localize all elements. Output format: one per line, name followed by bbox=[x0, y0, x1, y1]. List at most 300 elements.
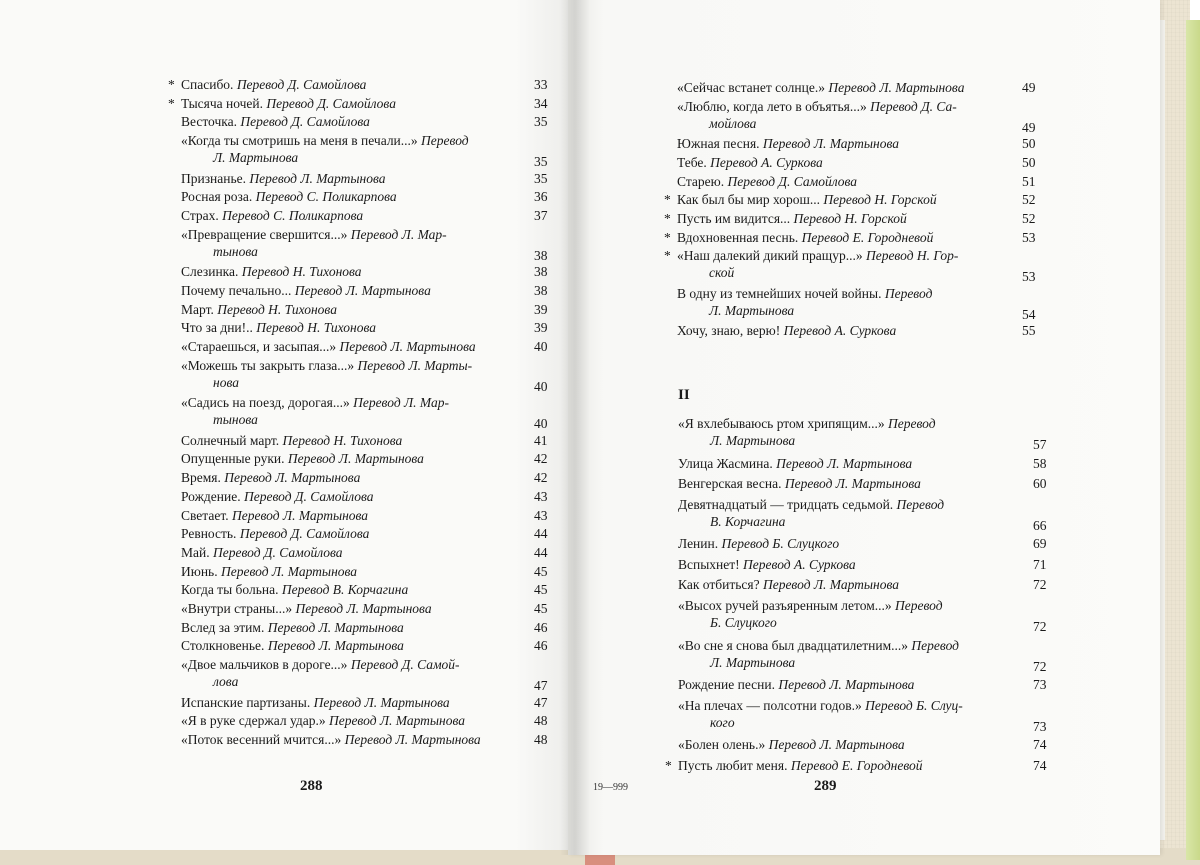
toc-entry bbox=[678, 676, 1047, 693]
entry-translator: Перевод bbox=[421, 133, 469, 149]
entry-translator: Перевод Л. Мартынова bbox=[267, 619, 404, 635]
entry-title: Весточка. bbox=[181, 114, 237, 130]
entry-title: Столкновенье. bbox=[181, 638, 265, 654]
toc-entry bbox=[665, 757, 1047, 774]
entry-title: Хочу, знаю, верю! bbox=[677, 323, 781, 339]
entry-line bbox=[677, 99, 957, 114]
entry-line bbox=[181, 114, 370, 129]
entry-title: Рождение песни. bbox=[678, 677, 775, 692]
entry-translator: Перевод Л. Мартынова bbox=[328, 713, 466, 729]
entry-line bbox=[181, 695, 450, 710]
toc-entry bbox=[181, 731, 548, 748]
entry-page-number: 73 bbox=[1033, 677, 1047, 692]
entry-page-number: 38 bbox=[534, 264, 548, 280]
left-page bbox=[0, 0, 585, 850]
entry-line bbox=[677, 174, 857, 189]
entry-page-number: 71 bbox=[1033, 556, 1047, 572]
entry-translator: Перевод Д. Самойлова bbox=[212, 544, 343, 560]
entry-page-number: 40 bbox=[534, 416, 548, 432]
printer-signature: 19—999 bbox=[593, 782, 628, 793]
toc-entry bbox=[181, 581, 548, 598]
entry-line bbox=[678, 577, 899, 592]
entry-title: «Я вхлебываюсь ртом хрипящим...» bbox=[678, 416, 885, 431]
toc-entry bbox=[678, 736, 1047, 753]
entry-line bbox=[181, 620, 404, 635]
entry-line bbox=[678, 476, 921, 491]
toc-entry bbox=[181, 656, 548, 694]
entry-page-number: 42 bbox=[534, 451, 548, 467]
entry-page-number: 57 bbox=[1033, 437, 1047, 452]
entry-translator: Перевод Д. Самойлова bbox=[727, 173, 858, 189]
entry-title: Вспыхнет! bbox=[678, 556, 740, 572]
entry-page-number: 72 bbox=[1033, 577, 1047, 593]
entry-translator: Перевод Л. Мартынова bbox=[231, 507, 369, 523]
entry-translator: Перевод Н. Тихонова bbox=[282, 432, 403, 448]
entry-translator-continued: Л. Мартынова bbox=[710, 654, 796, 670]
asterisk-marker: * bbox=[168, 95, 175, 111]
entry-line bbox=[677, 248, 958, 263]
entry-page-number: 54 bbox=[1022, 306, 1036, 322]
entry-line bbox=[181, 526, 369, 541]
entry-title: «Я в руке сдержал удар.» bbox=[181, 713, 326, 729]
entry-page-number: 49 bbox=[1022, 80, 1036, 95]
entry-page-number: 48 bbox=[534, 732, 548, 747]
toc-entry bbox=[677, 135, 1037, 152]
entry-line bbox=[677, 136, 899, 151]
entry-page-number: 45 bbox=[534, 601, 548, 616]
entry-title: Вдохновенная песнь. bbox=[677, 229, 799, 245]
entry-translator: Перевод Л. Мартынова bbox=[224, 470, 361, 486]
toc-entry bbox=[181, 432, 548, 449]
entry-page-number: 50 bbox=[1022, 136, 1036, 152]
entry-page-number: 34 bbox=[534, 95, 548, 111]
entry-title: Испанские партизаны. bbox=[181, 694, 311, 710]
asterisk-marker: * bbox=[664, 229, 671, 245]
entry-line bbox=[678, 677, 914, 692]
toc-entry bbox=[181, 263, 548, 280]
entry-translator: Перевод Б. Слуц- bbox=[865, 697, 963, 713]
entry-title: Солнечный март. bbox=[181, 432, 280, 448]
entry-page-number: 52 bbox=[1022, 211, 1036, 226]
entry-title: «Поток весенний мчится...» bbox=[181, 732, 342, 747]
toc-entry bbox=[678, 475, 1047, 492]
entry-page-number: 72 bbox=[1033, 619, 1047, 634]
entry-translator: Перевод А. Суркова bbox=[783, 323, 897, 339]
entry-translator: Перевод Н. Горской bbox=[823, 192, 937, 208]
entry-page-number: 38 bbox=[534, 282, 548, 298]
entry-translator: Перевод Л. Мар- bbox=[353, 395, 449, 411]
entry-page-number: 40 bbox=[534, 378, 548, 394]
entry-title: Слезинка. bbox=[181, 264, 239, 280]
entry-translator: Перевод Л. Мар- bbox=[350, 226, 447, 242]
entry-line bbox=[181, 339, 476, 354]
entry-translator-continued: Л. Мартынова bbox=[213, 150, 299, 166]
entry-line bbox=[677, 230, 933, 245]
entry-page-number: 36 bbox=[534, 189, 548, 205]
entry-translator-continued: лова bbox=[213, 674, 239, 690]
entry-translator: Перевод Л. Мартынова bbox=[287, 451, 424, 467]
entry-translator-continued: ской bbox=[709, 265, 735, 281]
entry-translator: Перевод Н. Тихонова bbox=[256, 320, 377, 336]
entry-translator: Перевод Л. Мартынова bbox=[776, 455, 913, 471]
entry-translator: Перевод А. Суркова bbox=[710, 154, 823, 170]
entry-translator: Перевод В. Корчагина bbox=[281, 582, 409, 598]
entry-title: Спасибо. bbox=[181, 77, 234, 92]
entry-translator-continued: нова bbox=[213, 374, 239, 390]
entry-page-number: 43 bbox=[534, 488, 548, 504]
toc-entry bbox=[181, 188, 548, 205]
entry-page-number: 47 bbox=[534, 694, 548, 710]
entry-translator: Перевод С. Поликарпова bbox=[222, 208, 364, 223]
section-heading: II bbox=[678, 387, 690, 403]
toc-entry bbox=[677, 285, 1037, 322]
entry-title: «Когда ты смотришь на меня в печали...» bbox=[181, 133, 418, 149]
entry-translator: Перевод Л. Марты- bbox=[357, 357, 473, 373]
toc-entry bbox=[181, 507, 548, 524]
toc-entry bbox=[181, 319, 548, 336]
entry-page-number: 52 bbox=[1022, 192, 1036, 208]
entry-title: «Высох ручей разъяренным летом...» bbox=[678, 598, 892, 613]
toc-entry bbox=[678, 455, 1047, 472]
entry-title: «Садись на поезд, дорогая...» bbox=[181, 395, 350, 411]
entry-line bbox=[181, 320, 376, 335]
entry-line bbox=[181, 657, 460, 672]
asterisk-marker: * bbox=[664, 248, 671, 264]
toc-entry bbox=[181, 563, 548, 580]
entry-title: Девятнадцатый — тридцать седьмой. bbox=[678, 496, 894, 512]
toc-entry bbox=[678, 597, 1047, 634]
toc-entry bbox=[677, 173, 1037, 190]
entry-translator: Перевод Д. Са- bbox=[870, 98, 957, 114]
asterisk-marker: * bbox=[664, 211, 671, 226]
entry-title: Май. bbox=[181, 544, 210, 560]
toc-entry bbox=[678, 637, 1047, 674]
entry-page-number: 33 bbox=[534, 77, 548, 92]
entry-translator: Перевод Л. Мартынова bbox=[344, 732, 481, 747]
toc-entry bbox=[678, 697, 1047, 734]
entry-title: Когда ты больна. bbox=[181, 582, 279, 598]
toc-entry bbox=[181, 619, 548, 636]
toc-entry bbox=[181, 113, 548, 130]
entry-title: Рождение. bbox=[181, 488, 241, 504]
entry-line bbox=[677, 80, 964, 95]
entry-line bbox=[678, 497, 944, 512]
toc-entry bbox=[181, 712, 548, 729]
entry-page-number: 49 bbox=[1022, 119, 1036, 135]
entry-translator-continued: тынова bbox=[213, 243, 258, 259]
entry-title: Пусть любит меня. bbox=[678, 757, 788, 773]
entry-translator: Перевод Л. Мартынова bbox=[313, 694, 450, 710]
entry-line bbox=[181, 227, 447, 242]
entry-line bbox=[678, 456, 912, 471]
toc-entry bbox=[664, 229, 1037, 246]
entry-line bbox=[181, 638, 404, 653]
toc-entry bbox=[181, 170, 548, 187]
asterisk-marker: * bbox=[664, 192, 671, 208]
toc-entry bbox=[678, 415, 1047, 452]
entry-translator: Перевод Л. Мартынова bbox=[762, 136, 899, 152]
entry-line bbox=[677, 286, 932, 301]
asterisk-marker: * bbox=[168, 77, 175, 92]
entry-page-number: 46 bbox=[534, 619, 548, 635]
entry-line bbox=[181, 601, 432, 616]
entry-translator-continued: Л. Мартынова bbox=[710, 433, 796, 448]
right-page bbox=[568, 0, 1160, 855]
entry-translator: Перевод Д. Самой- bbox=[350, 657, 460, 673]
entry-line bbox=[678, 598, 943, 613]
left-page-number: 288 bbox=[300, 778, 323, 794]
entry-page-number: 44 bbox=[534, 526, 548, 542]
entry-title: «Люблю, когда лето в объятья...» bbox=[677, 98, 867, 114]
entry-page-number: 66 bbox=[1033, 517, 1047, 533]
entry-line bbox=[181, 489, 374, 504]
entry-line bbox=[181, 208, 363, 223]
toc-entry bbox=[181, 132, 548, 170]
entry-translator: Перевод Л. Мартынова bbox=[220, 563, 358, 579]
entry-translator: Перевод Л. Мартынова bbox=[294, 282, 431, 298]
entry-translator-continued: В. Корчагина bbox=[710, 513, 786, 529]
entry-line bbox=[181, 133, 469, 148]
entry-line bbox=[181, 713, 465, 728]
entry-line bbox=[181, 358, 472, 373]
entry-page-number: 74 bbox=[1033, 757, 1047, 773]
toc-entry bbox=[168, 76, 548, 93]
entry-title: Пусть им видится... bbox=[677, 211, 791, 226]
entry-title: Светает. bbox=[181, 507, 229, 523]
toc-entry bbox=[168, 95, 548, 112]
entry-line bbox=[678, 557, 856, 572]
entry-translator: Перевод Е. Городневой bbox=[790, 757, 923, 773]
book-gutter bbox=[560, 0, 590, 855]
entry-translator: Перевод Н. Тихонова bbox=[217, 301, 337, 317]
entry-translator-continued: мойлова bbox=[709, 115, 757, 131]
entry-translator: Перевод Л. Мартынова bbox=[784, 476, 921, 492]
entry-line bbox=[181, 395, 449, 410]
toc-entry bbox=[181, 207, 548, 224]
entry-translator: Перевод Д. Самойлова bbox=[236, 77, 367, 92]
toc-entry bbox=[181, 525, 548, 542]
toc-entry bbox=[181, 469, 548, 486]
toc-entry bbox=[677, 98, 1037, 135]
entry-translator: Перевод Д. Самойлова bbox=[243, 488, 374, 504]
entry-line bbox=[181, 264, 362, 279]
entry-page-number: 53 bbox=[1022, 229, 1036, 245]
toc-entry bbox=[664, 247, 1037, 285]
entry-page-number: 50 bbox=[1022, 154, 1036, 170]
entry-title: Южная песня. bbox=[677, 136, 760, 152]
toc-entry bbox=[181, 338, 548, 355]
entry-title: Ленин. bbox=[678, 536, 719, 552]
entry-translator: Перевод Л. Мартынова bbox=[762, 577, 900, 593]
entry-page-number: 60 bbox=[1033, 476, 1047, 492]
entry-page-number: 72 bbox=[1033, 658, 1047, 674]
entry-title: «Наш далекий дикий пращур...» bbox=[677, 248, 863, 264]
entry-title: Улица Жасмина. bbox=[678, 455, 773, 471]
entry-line bbox=[181, 302, 337, 317]
entry-translator: Перевод Д. Самойлова bbox=[266, 95, 396, 111]
entry-title: Признанье. bbox=[181, 170, 247, 186]
entry-page-number: 35 bbox=[534, 114, 548, 130]
entry-title: В одну из темнейших ночей войны. bbox=[677, 285, 882, 301]
entry-page-number: 43 bbox=[534, 507, 548, 523]
toc-entry bbox=[678, 556, 1047, 573]
entry-page-number: 35 bbox=[534, 154, 548, 170]
toc-entry bbox=[678, 576, 1047, 593]
entry-page-number: 41 bbox=[534, 432, 548, 448]
entry-title: «Внутри страны...» bbox=[181, 601, 293, 616]
entry-translator: Перевод Б. Слуцкого bbox=[721, 536, 840, 552]
entry-page-number: 58 bbox=[1033, 455, 1047, 471]
entry-translator-continued: кого bbox=[710, 714, 735, 730]
entry-translator: Перевод Л. Мартынова bbox=[295, 601, 432, 616]
entry-translator: Перевод Л. Мартынова bbox=[828, 80, 965, 95]
entry-translator: Перевод bbox=[911, 637, 959, 653]
toc-entry bbox=[181, 450, 548, 467]
entry-translator: Перевод Л. Мартынова bbox=[339, 339, 476, 354]
entry-title: Ревность. bbox=[181, 526, 237, 542]
entry-line bbox=[181, 564, 357, 579]
entry-title: Вслед за этим. bbox=[181, 619, 265, 635]
entry-title: «Стараешься, и засыпая...» bbox=[181, 339, 337, 354]
entry-line bbox=[678, 638, 959, 653]
toc-entry bbox=[677, 322, 1037, 339]
toc-entry bbox=[181, 301, 548, 318]
entry-translator: Перевод bbox=[884, 285, 933, 301]
background-edge bbox=[1186, 20, 1200, 860]
entry-page-number: 74 bbox=[1033, 737, 1047, 753]
entry-title: Страх. bbox=[181, 208, 219, 223]
entry-line bbox=[181, 189, 397, 204]
entry-translator: Перевод Д. Самойлова bbox=[240, 114, 370, 130]
toc-entry bbox=[181, 488, 548, 505]
entry-translator: Перевод Л. Мартынова bbox=[249, 170, 386, 186]
entry-page-number: 38 bbox=[534, 247, 548, 263]
entry-line bbox=[181, 470, 360, 485]
entry-translator: Перевод А. Суркова bbox=[743, 556, 856, 572]
toc-entry bbox=[678, 496, 1047, 533]
entry-title: «Можешь ты закрыть глаза...» bbox=[181, 357, 355, 373]
asterisk-marker: * bbox=[665, 757, 672, 773]
entry-page-number: 40 bbox=[534, 339, 548, 354]
entry-page-number: 45 bbox=[534, 563, 548, 579]
entry-line bbox=[677, 323, 896, 338]
toc-entry bbox=[181, 694, 548, 711]
entry-page-number: 55 bbox=[1022, 323, 1036, 339]
entry-translator: Перевод Н. Горской bbox=[793, 211, 907, 226]
entry-title: «Превращение свершится...» bbox=[181, 226, 348, 242]
entry-page-number: 69 bbox=[1033, 536, 1047, 552]
entry-translator: Перевод Л. Мартынова bbox=[267, 638, 404, 654]
entry-page-number: 39 bbox=[534, 301, 548, 317]
entry-title: Время. bbox=[181, 470, 221, 486]
entry-line bbox=[181, 96, 396, 111]
entry-page-number: 44 bbox=[534, 544, 548, 560]
entry-line bbox=[678, 416, 936, 431]
toc-entry bbox=[181, 544, 548, 561]
entry-line bbox=[181, 283, 431, 298]
toc-entry bbox=[181, 226, 548, 263]
entry-line bbox=[677, 211, 907, 226]
entry-title: «На плечах — полсотни годов.» bbox=[678, 697, 862, 713]
entry-title: Старею. bbox=[677, 173, 725, 189]
entry-line bbox=[677, 155, 823, 170]
entry-page-number: 35 bbox=[534, 170, 548, 186]
entry-title: Как был бы мир хорош... bbox=[677, 192, 821, 208]
entry-translator: Перевод С. Поликарпова bbox=[255, 189, 397, 205]
entry-translator: Перевод Л. Мартынова bbox=[768, 737, 905, 753]
entry-title: Опущенные руки. bbox=[181, 451, 285, 467]
entry-translator: Перевод Н. Тихонова bbox=[241, 264, 362, 280]
toc-entry bbox=[664, 191, 1037, 208]
toc-entry bbox=[678, 535, 1047, 552]
entry-title: Март. bbox=[181, 301, 214, 317]
right-page-number: 289 bbox=[814, 778, 837, 794]
entry-page-number: 47 bbox=[534, 678, 548, 694]
entry-page-number: 42 bbox=[534, 470, 548, 486]
entry-page-number: 45 bbox=[534, 582, 548, 598]
entry-title: Росная роза. bbox=[181, 189, 253, 205]
entry-page-number: 46 bbox=[534, 638, 548, 654]
entry-page-number: 48 bbox=[534, 713, 548, 729]
entry-translator-continued: тынова bbox=[213, 412, 258, 428]
entry-line bbox=[678, 758, 923, 773]
entry-page-number: 73 bbox=[1033, 718, 1047, 734]
entry-line bbox=[181, 433, 402, 448]
entry-translator: Перевод bbox=[896, 496, 945, 512]
entry-title: «Сейчас встанет солнце.» bbox=[677, 80, 825, 95]
entry-title: «Двое мальчиков в дороге...» bbox=[181, 657, 348, 673]
entry-line bbox=[181, 171, 385, 186]
entry-title: Июнь. bbox=[181, 563, 218, 579]
entry-line bbox=[181, 545, 343, 560]
toc-entry bbox=[181, 282, 548, 299]
entry-title: Тебе. bbox=[677, 154, 707, 170]
entry-line bbox=[181, 77, 366, 92]
entry-translator: Перевод Н. Гор- bbox=[865, 248, 959, 264]
entry-title: Как отбиться? bbox=[678, 577, 760, 593]
entry-title: Венгерская весна. bbox=[678, 476, 782, 492]
toc-entry bbox=[677, 154, 1037, 171]
toc-entry bbox=[181, 600, 548, 617]
entry-translator: Перевод bbox=[888, 416, 936, 431]
toc-entry bbox=[181, 637, 548, 654]
entry-page-number: 53 bbox=[1022, 269, 1036, 285]
entry-line bbox=[678, 698, 963, 713]
entry-translator-continued: Б. Слуцкого bbox=[710, 615, 777, 630]
entry-page-number: 37 bbox=[534, 208, 548, 223]
entry-title: Почему печально... bbox=[181, 282, 292, 298]
entry-translator: Перевод Е. Городневой bbox=[801, 229, 934, 245]
entry-title: «Болен олень.» bbox=[678, 737, 766, 753]
entry-line bbox=[181, 451, 424, 466]
entry-translator: Перевод bbox=[895, 598, 943, 613]
entry-translator-continued: Л. Мартынова bbox=[709, 302, 795, 318]
entry-page-number: 51 bbox=[1022, 173, 1036, 189]
entry-translator: Перевод Л. Мартынова bbox=[778, 677, 915, 692]
entry-line bbox=[678, 536, 839, 551]
toc-entry bbox=[181, 357, 548, 394]
entry-title: «Во сне я снова был двадцатилетним...» bbox=[678, 637, 909, 653]
entry-line bbox=[181, 582, 408, 597]
toc-entry bbox=[677, 79, 1037, 96]
entry-line bbox=[181, 508, 368, 523]
toc-entry bbox=[664, 210, 1037, 227]
entry-line bbox=[677, 192, 937, 207]
entry-title: Тысяча ночей. bbox=[181, 95, 264, 111]
entry-line bbox=[181, 732, 481, 747]
entry-page-number: 39 bbox=[534, 320, 548, 336]
toc-entry bbox=[181, 394, 548, 432]
